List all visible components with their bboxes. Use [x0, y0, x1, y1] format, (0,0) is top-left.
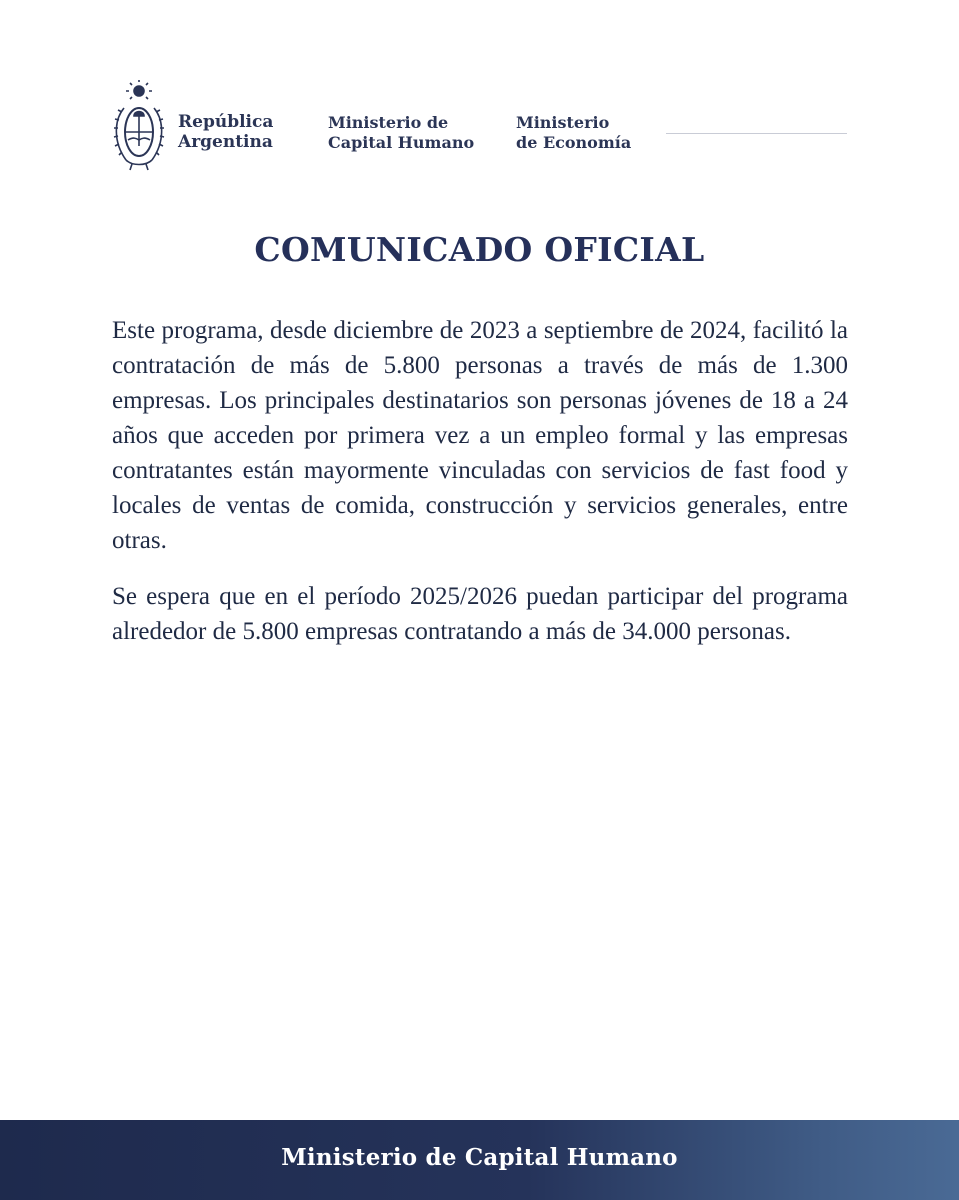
header-divider	[666, 133, 847, 134]
header	[0, 0, 959, 200]
org-line: Ministerio de	[328, 113, 449, 132]
org-line: Capital Humano	[328, 133, 475, 152]
org-line: República	[178, 112, 274, 132]
org-republica-argentina	[178, 112, 273, 152]
org-line: Ministerio	[516, 113, 610, 132]
body-paragraph: Se espera que en el período 2025/2026 puedan participar del programa alrededor de 5.800 empresas contratando a más de 34.000 personas.	[112, 583, 848, 645]
body-paragraph: Este programa, desde diciembre de 2023 a septiembre de 2024, facilitó la contratación de más de 5.800 personas a través de más de 1.300 empresas. Los principales destinatarios son personas jóvenes de 18 a 24 años que acceden por primera vez a un empleo formal y las empresas contratantes están mayormente vinculadas con servicios de fast food y locales de ventas de comida, construcción y servicios generales, entre otras.	[112, 317, 848, 554]
org-ministerio-capital-humano	[328, 113, 474, 153]
org-line: Argentina	[178, 132, 273, 152]
page-title: COMUNICADO OFICIAL	[254, 230, 705, 269]
footer-ministry-name: Ministerio de Capital Humano	[281, 1144, 678, 1171]
org-ministerio-economia	[516, 113, 631, 153]
coat-of-arms-argentina-icon	[110, 80, 168, 172]
org-line: de Economía	[516, 133, 632, 152]
footer-banner	[0, 1120, 959, 1200]
communique-body	[112, 313, 848, 670]
